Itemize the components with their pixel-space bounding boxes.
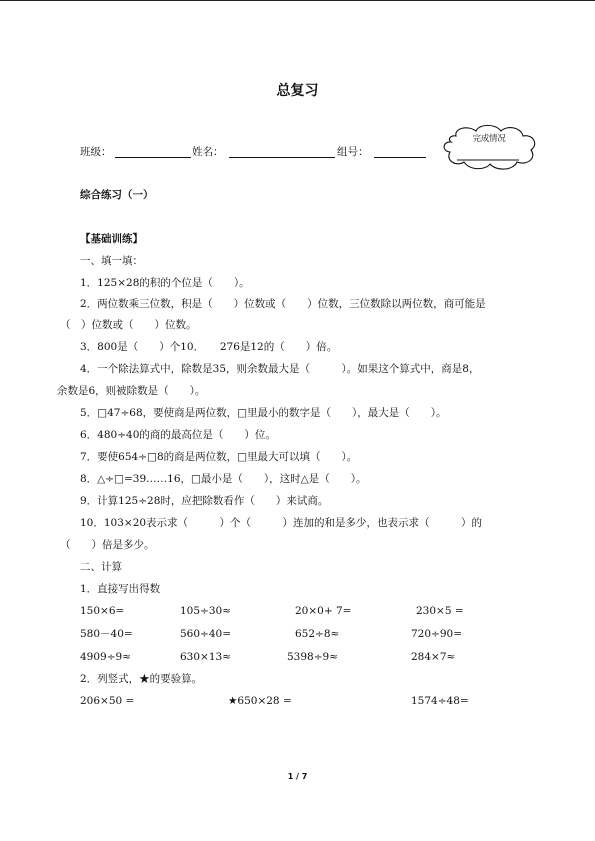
cloud-icon	[437, 122, 541, 174]
top-rule	[0, 0, 595, 1]
question-4-cont: 余数是6，则被除数是（ ）。	[57, 385, 206, 397]
part1-heading: 一、填一填：	[80, 255, 143, 267]
name-blank	[229, 157, 335, 158]
question-5: 5．□47÷68，要使商是两位数，□里最小的数字是（ ），最大是（ ）。	[80, 407, 447, 419]
calc-item: 5398÷9≈	[287, 651, 338, 663]
question-10: 10．103×20表示求（ ）个（ ）连加的和是多少，也表示求（ ）的	[80, 517, 483, 529]
completion-label: 完成情况	[472, 134, 506, 144]
question-4: 4．一个除法算式中，除数是35，则余数最大是（ ）。如果这个算式中，商是8，	[80, 363, 480, 375]
calc-item: 150×6=	[80, 605, 125, 617]
vertical-calc-item: 1574÷48=	[411, 695, 469, 707]
vertical-calc-item: 206×50 =	[80, 695, 135, 707]
question-2: 2．两位数乘三位数，积是（ ）位数或（ ）位数，三位数除以两位数，商可能是	[80, 298, 486, 310]
calc-item: 630×13≈	[180, 651, 231, 663]
question-1: 1．125×28的积的个位是（ ）。	[80, 277, 250, 289]
class-label: 班级：	[80, 146, 112, 158]
calc-item: 652÷8≈	[295, 628, 340, 640]
page-number: 1 / 7	[287, 772, 308, 781]
question-3: 3．800是（ ）个10． 276是12的（ ）倍。	[80, 341, 338, 353]
group-label: 组号：	[337, 146, 369, 158]
calc-subheading-1: 1．直接写出得数	[80, 583, 161, 595]
question-2-cont: （ ）位数或（ ）位数。	[60, 319, 197, 331]
calc-item: 230×5 =	[416, 605, 464, 617]
calc-subheading-2: 2．列竖式，★的要验算。	[80, 673, 203, 685]
calc-item: 720÷90=	[411, 628, 462, 640]
question-6: 6．480÷40的商的最高位是（ ）位。	[80, 429, 276, 441]
question-10-cont: （ ）倍是多少。	[60, 539, 155, 551]
group-blank	[374, 157, 426, 158]
completion-cloud	[437, 122, 541, 174]
question-9: 9．计算125÷28时，应把除数看作（ ）来试商。	[80, 495, 329, 507]
calc-item: 20×0+ 7=	[295, 605, 352, 617]
calc-item: 105÷30≈	[180, 605, 231, 617]
part2-heading: 二、计算	[80, 561, 122, 573]
calc-item: 560÷40=	[180, 628, 231, 640]
calc-item: 284×7≈	[411, 651, 456, 663]
class-blank	[115, 157, 191, 158]
calc-item: 4909÷9≈	[80, 651, 131, 663]
name-label: 姓名：	[192, 146, 224, 158]
section-title: 综合练习（一）	[80, 189, 154, 201]
calc-item: 580－40=	[80, 628, 133, 640]
basic-training-heading: 【基础训练】	[80, 233, 143, 245]
question-7: 7．要使654÷□8的商是两位数，□里最大可以填（ ）。	[80, 451, 358, 463]
vertical-calc-item: ★650×28 =	[228, 695, 292, 707]
question-8: 8．△÷□=39……16，□最小是（ ），这时△是（ ）。	[80, 473, 367, 485]
page-title: 总复习	[276, 83, 319, 99]
